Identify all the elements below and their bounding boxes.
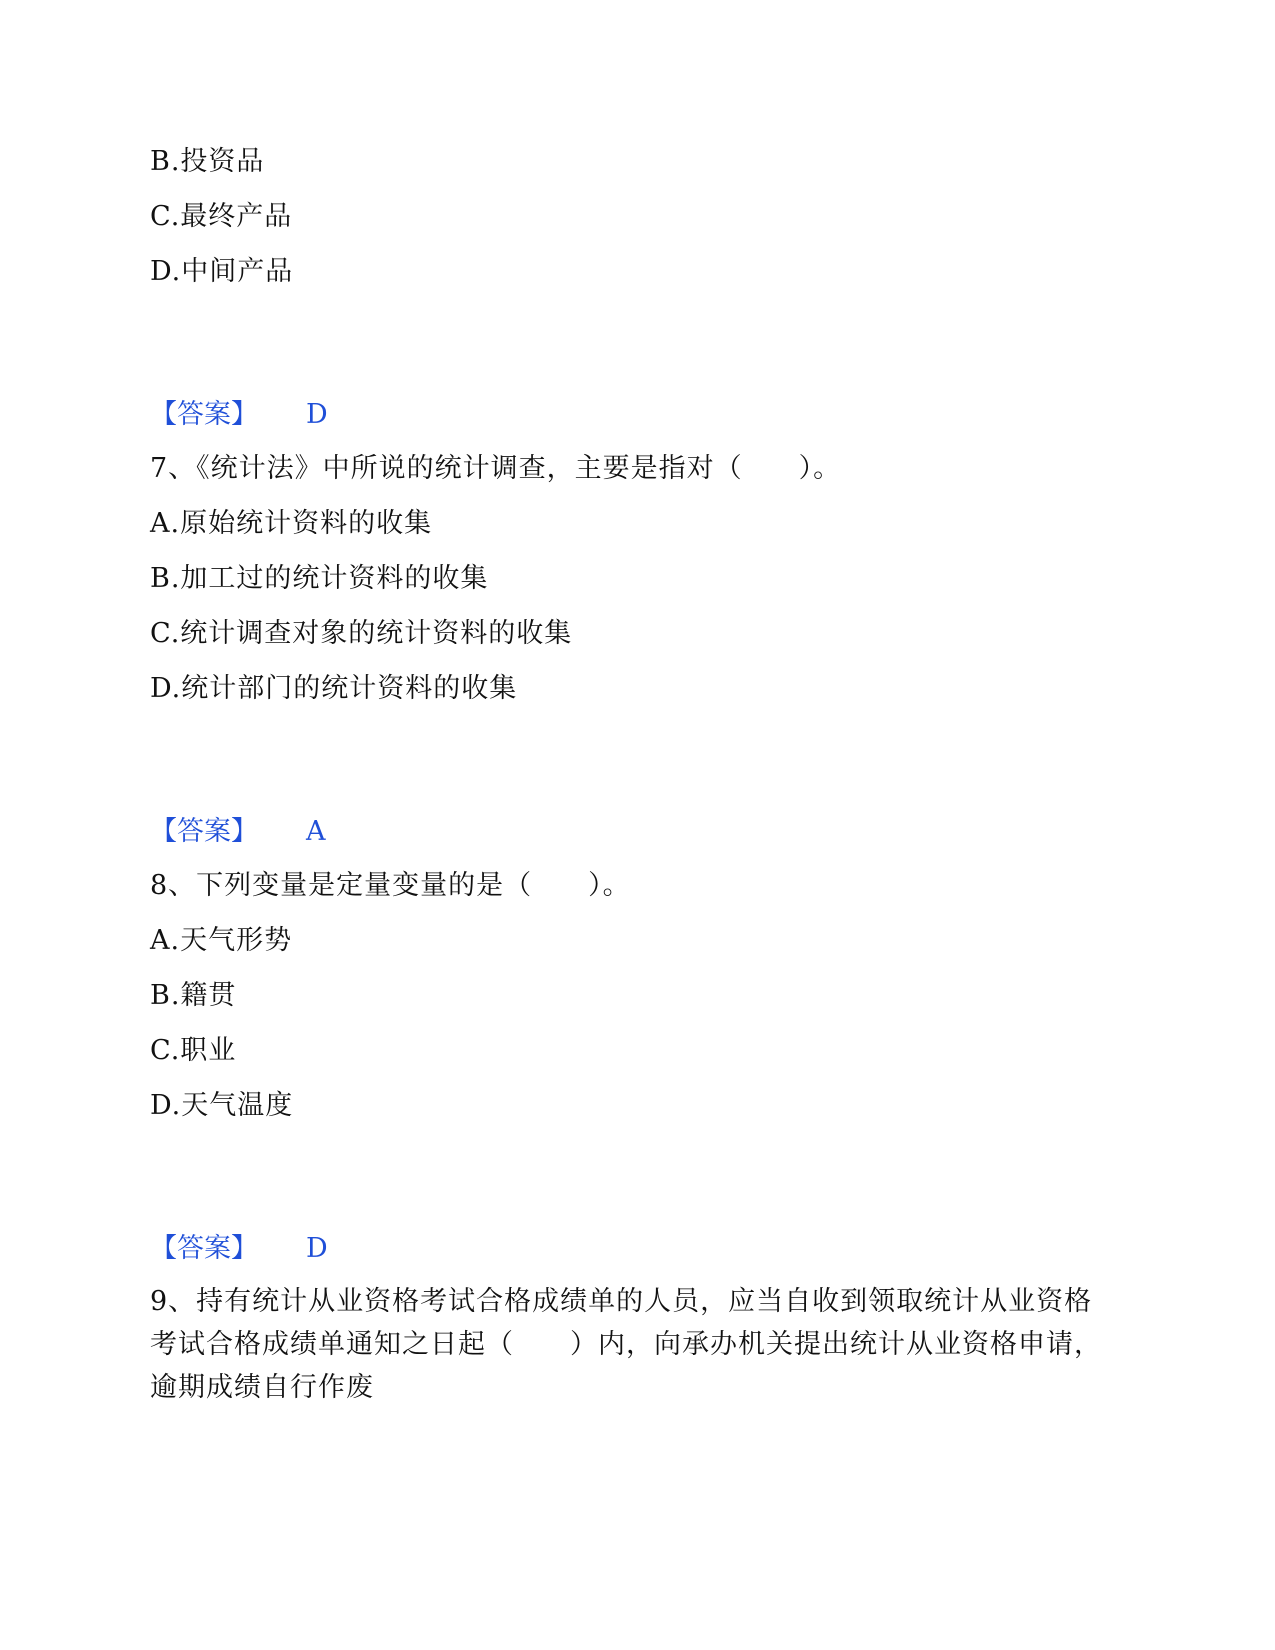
q9-question: 9、持有统计从业资格考试合格成绩单的人员，应当自收到领取统计从业资格考试合格成绩单通知之日起（ ）内，向承办机关提出统计从业资格申请，逾期成绩自行作废	[150, 1286, 1102, 1403]
q6-option-b: B.投资品	[150, 146, 265, 177]
q6-answer	[150, 399, 328, 431]
q8-answer	[150, 1233, 328, 1265]
q6-option-d: D.中间产品	[150, 256, 294, 287]
q7-option-c: C.统计调查对象的统计资料的收集	[150, 618, 573, 649]
q7-answer	[150, 816, 326, 848]
q6-option-c: C.最终产品	[150, 201, 293, 232]
q7-answer-label: 【答案】	[150, 816, 258, 847]
q7-question: 7、《统计法》中所说的统计调查，主要是指对（ ）。	[150, 453, 842, 484]
q8-question: 8、下列变量是定量变量的是（ ）。	[150, 870, 631, 901]
q8-answer-label: 【答案】	[150, 1233, 258, 1264]
q7-option-d: D.统计部门的统计资料的收集	[150, 673, 518, 704]
q8-option-d: D.天气温度	[150, 1090, 294, 1121]
q7-answer-value: A	[306, 816, 326, 847]
q6-answer-value: D	[306, 399, 328, 430]
q7-option-b: B.加工过的统计资料的收集	[150, 563, 489, 594]
q7-option-a: A.原始统计资料的收集	[150, 508, 433, 539]
q8-answer-value: D	[306, 1233, 328, 1264]
q8-option-a: A.天气形势	[150, 925, 293, 956]
q8-option-b: B.籍贯	[150, 980, 237, 1011]
q8-option-c: C.职业	[150, 1035, 237, 1066]
q6-answer-label: 【答案】	[150, 399, 258, 430]
